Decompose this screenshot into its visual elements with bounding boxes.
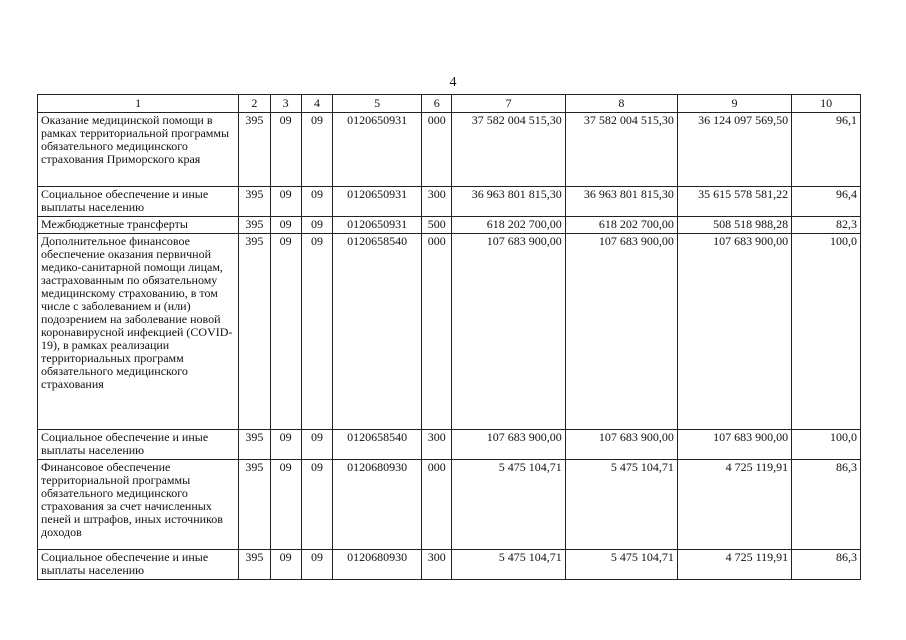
cell-amount: 508 518 988,28 [677,217,791,234]
row-name: Социальное обеспечение и иные выплаты населению [38,187,239,217]
cell-target-article: 0120658540 [333,430,422,460]
column-header: 4 [301,95,332,113]
column-header: 1 [38,95,239,113]
cell-expense-type: 300 [422,187,452,217]
column-header: 5 [333,95,422,113]
cell-subsection: 09 [301,113,332,187]
cell-amount: 107 683 900,00 [677,234,791,430]
cell-target-article: 0120658540 [333,234,422,430]
cell-amount: 4 725 119,91 [677,550,791,580]
cell-percent: 86,3 [792,550,861,580]
cell-subsection: 09 [301,217,332,234]
row-name: Социальное обеспечение и иные выплаты населению [38,550,239,580]
cell-percent: 100,0 [792,234,861,430]
cell-code: 395 [239,550,270,580]
column-header: 7 [452,95,565,113]
cell-subsection: 09 [301,460,332,550]
cell-section: 09 [270,460,301,550]
row-name: Финансовое обеспечение территориальной программы обязательного медицинского страхования за счет начисленных пеней и штрафов, иных источников доходов [38,460,239,550]
cell-amount: 107 683 900,00 [452,430,565,460]
table-row [38,113,861,187]
cell-code: 395 [239,430,270,460]
cell-section: 09 [270,234,301,430]
column-header: 2 [239,95,270,113]
cell-amount: 36 963 801 815,30 [452,187,565,217]
header-row [38,95,861,113]
cell-amount: 107 683 900,00 [452,234,565,430]
table-row [38,217,861,234]
cell-section: 09 [270,187,301,217]
cell-amount: 107 683 900,00 [565,430,677,460]
row-name: Социальное обеспечение и иные выплаты населению [38,430,239,460]
cell-section: 09 [270,430,301,460]
row-name: Оказание медицинской помощи в рамках территориальной программы обязательного медицинского страхования Приморского края [38,113,239,187]
cell-percent: 96,4 [792,187,861,217]
cell-amount: 5 475 104,71 [452,550,565,580]
cell-amount: 37 582 004 515,30 [565,113,677,187]
cell-code: 395 [239,234,270,430]
cell-amount: 36 124 097 569,50 [677,113,791,187]
cell-amount: 36 963 801 815,30 [565,187,677,217]
column-header: 10 [792,95,861,113]
column-header: 6 [422,95,452,113]
cell-amount: 618 202 700,00 [452,217,565,234]
page-number: 4 [449,75,457,90]
cell-amount: 5 475 104,71 [565,460,677,550]
cell-percent: 86,3 [792,460,861,550]
cell-target-article: 0120680930 [333,550,422,580]
cell-percent: 82,3 [792,217,861,234]
cell-section: 09 [270,113,301,187]
cell-code: 395 [239,460,270,550]
cell-expense-type: 000 [422,113,452,187]
cell-expense-type: 500 [422,217,452,234]
cell-code: 395 [239,217,270,234]
cell-target-article: 0120650931 [333,217,422,234]
cell-amount: 107 683 900,00 [565,234,677,430]
table-row [38,550,861,580]
cell-amount: 37 582 004 515,30 [452,113,565,187]
budget-table [37,94,861,580]
cell-amount: 618 202 700,00 [565,217,677,234]
table-row [38,187,861,217]
cell-section: 09 [270,550,301,580]
cell-expense-type: 000 [422,460,452,550]
cell-target-article: 0120650931 [333,113,422,187]
cell-amount: 35 615 578 581,22 [677,187,791,217]
cell-amount: 107 683 900,00 [677,430,791,460]
cell-code: 395 [239,113,270,187]
column-header: 9 [677,95,791,113]
table-row [38,460,861,550]
cell-expense-type: 300 [422,430,452,460]
cell-percent: 96,1 [792,113,861,187]
cell-subsection: 09 [301,234,332,430]
row-name: Межбюджетные трансферты [38,217,239,234]
column-header: 8 [565,95,677,113]
row-name: Дополнительное финансовое обеспечение оказания первичной медико-санитарной помощи лицам, застрахованным по обязательному медицинскому страхованию, в том числе с заболеванием и (или) подозрением на заболевание новой коронавирусной инфекцией (COVID-19), в рамках реализации территориальных программ обязательного медицинского страхования [38,234,239,430]
cell-subsection: 09 [301,550,332,580]
cell-amount: 5 475 104,71 [565,550,677,580]
cell-expense-type: 300 [422,550,452,580]
cell-expense-type: 000 [422,234,452,430]
cell-subsection: 09 [301,430,332,460]
cell-amount: 5 475 104,71 [452,460,565,550]
cell-target-article: 0120650931 [333,187,422,217]
cell-subsection: 09 [301,187,332,217]
table-row [38,430,861,460]
cell-section: 09 [270,217,301,234]
table-row [38,234,861,430]
cell-target-article: 0120680930 [333,460,422,550]
cell-percent: 100,0 [792,430,861,460]
cell-amount: 4 725 119,91 [677,460,791,550]
cell-code: 395 [239,187,270,217]
column-header: 3 [270,95,301,113]
